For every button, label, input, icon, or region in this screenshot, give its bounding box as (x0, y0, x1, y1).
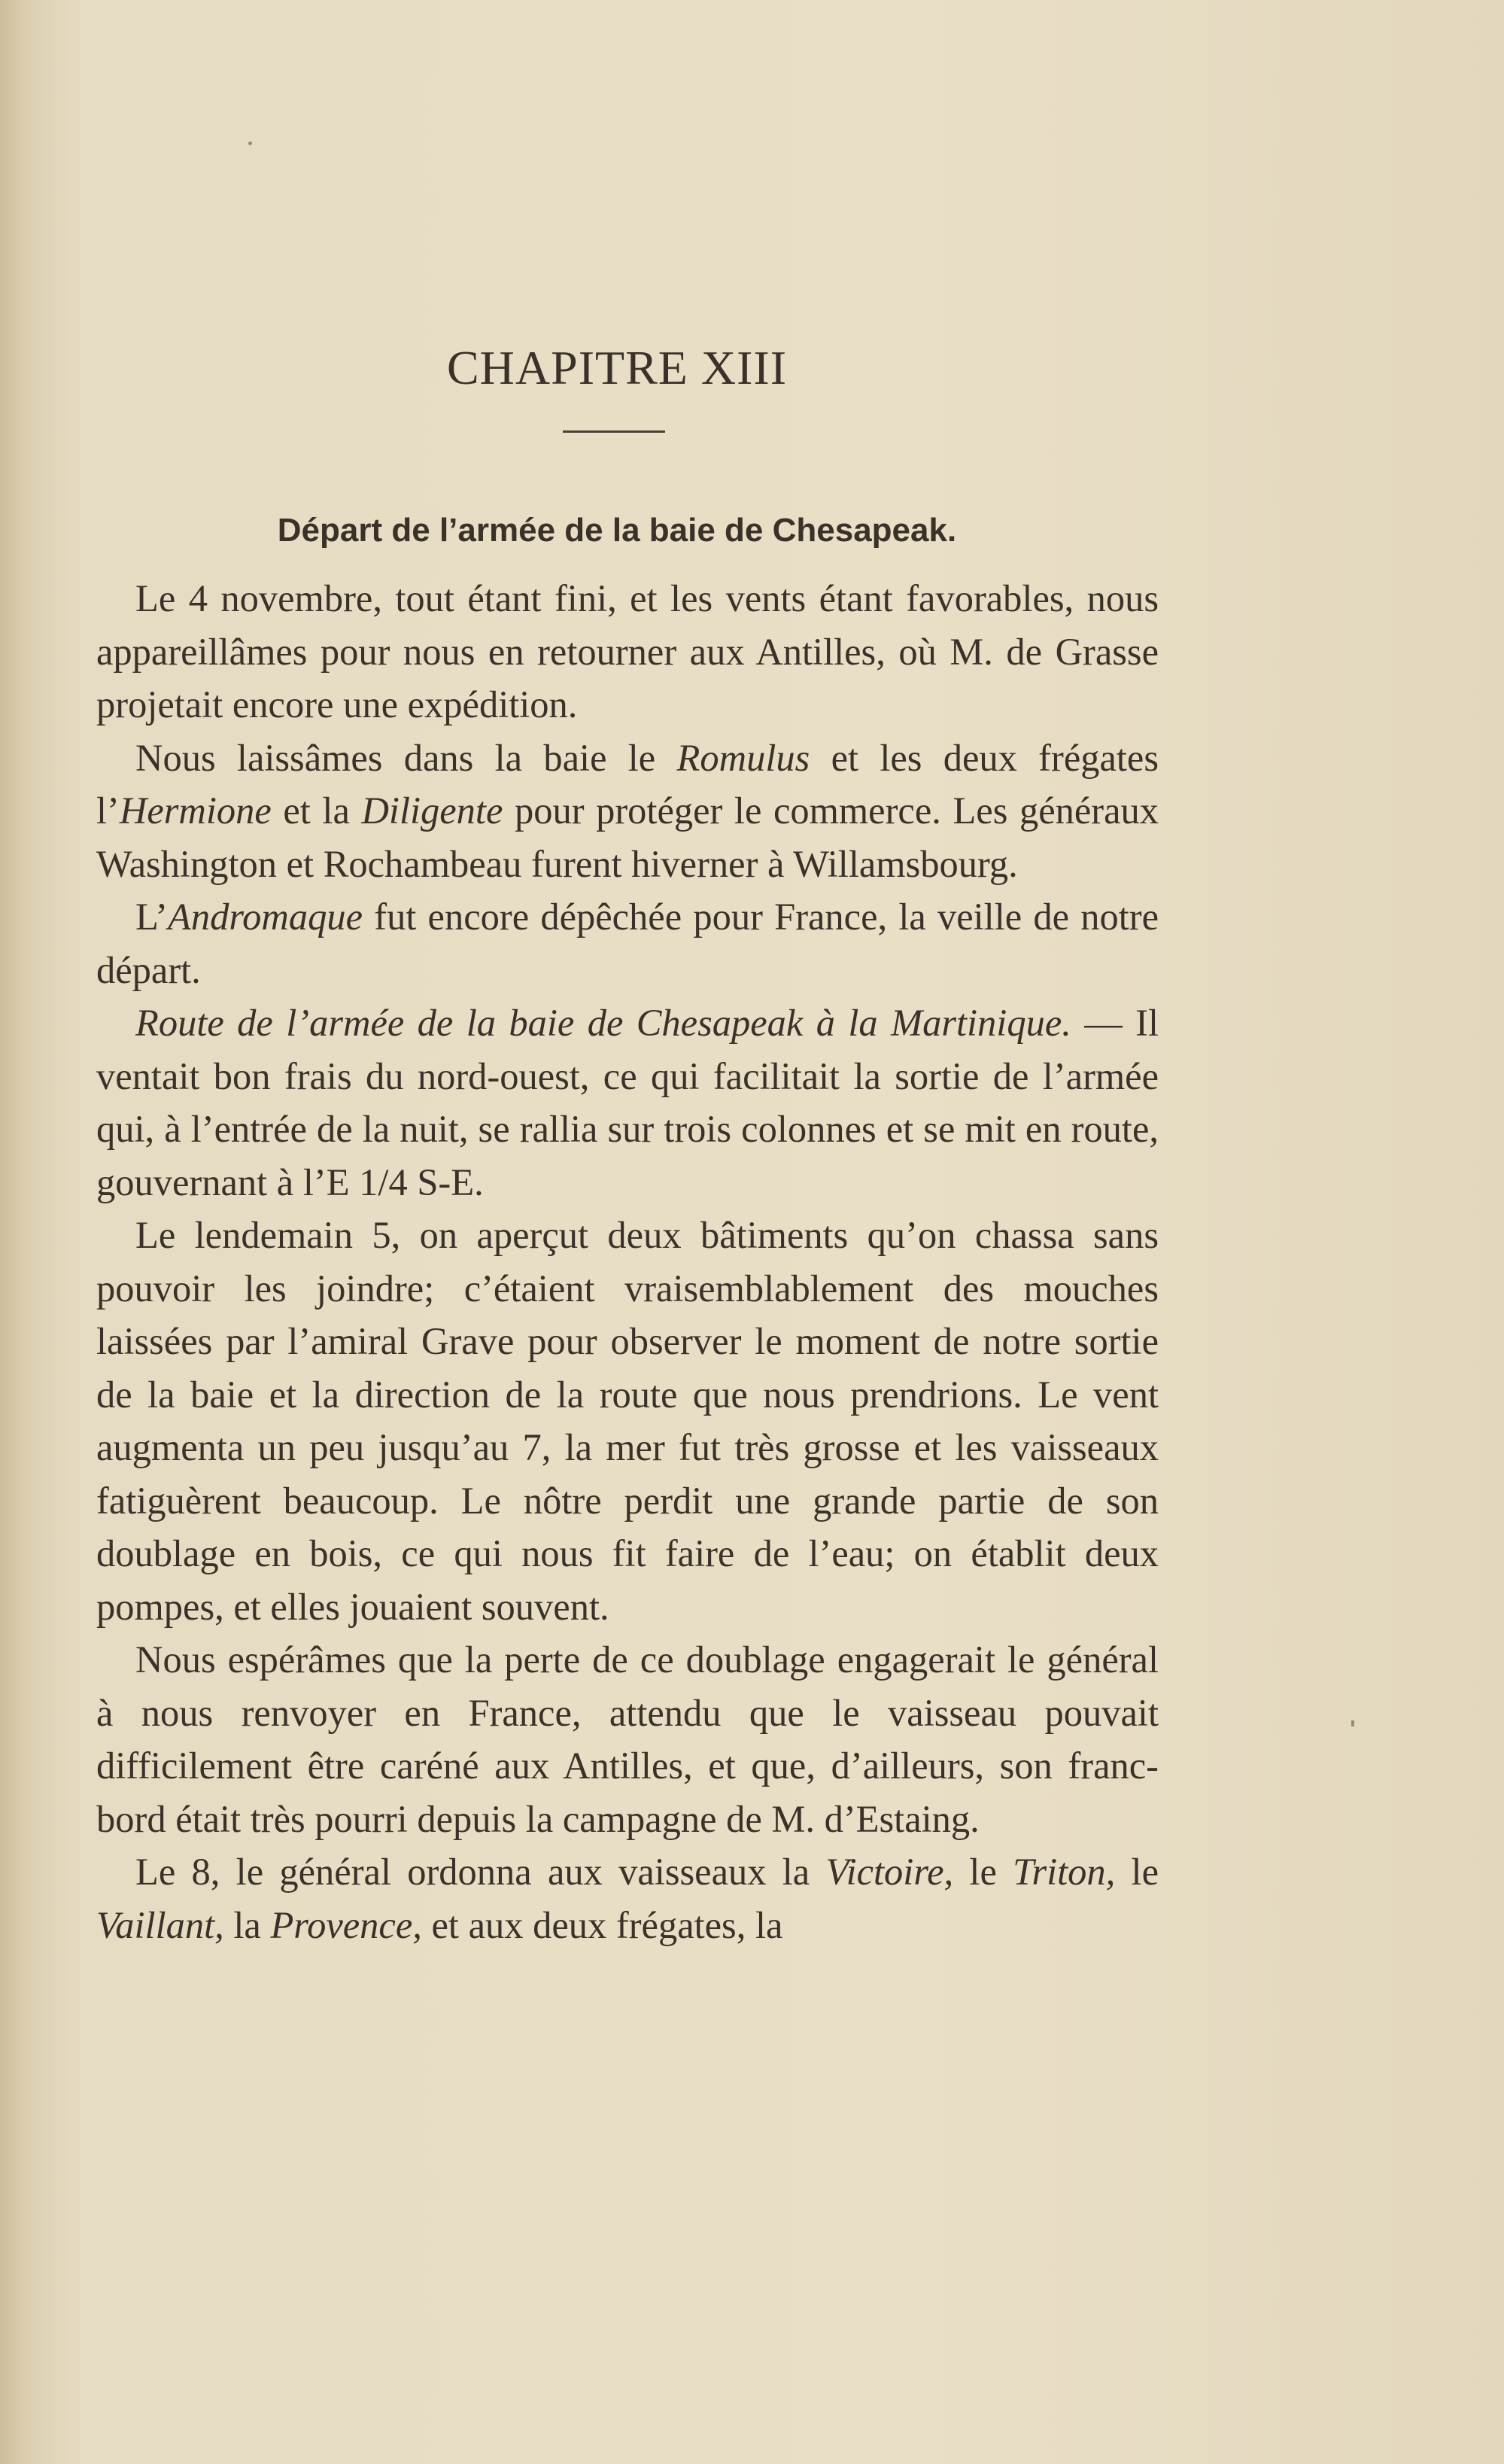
chapter-title: CHAPITRE XIII (446, 341, 788, 394)
ship-name: Triton, (1013, 1851, 1116, 1893)
ship-name: Provence, (270, 1903, 422, 1946)
ship-name: Andromaque (168, 896, 363, 938)
section-heading: Départ de l’armée de la baie de Chesapeak. (277, 512, 957, 549)
paper-speck (1351, 1720, 1354, 1726)
paragraph: L’Andromaque fut encore dépêchée pour France, la veille de notre départ. (96, 896, 1159, 991)
ship-name: Diligente (361, 789, 503, 832)
paragraph: Nous espérâmes que la perte de ce doublage engagerait le général à nous renvoyer en France, attendu que le vaisseau pouvait difficilement être caréné aux Antilles, et que, d’ailleurs, son franc-bord était très pourri depuis la campagne de M. d’Estaing. (96, 1638, 1159, 1840)
route-subheading: Route de l’armée de la baie de Chesapeak à la Martinique. (135, 1002, 1071, 1044)
paragraph: Le 4 novembre, tout étant fini, et les vents étant favorables, nous appareillâmes pour nous en retourner aux Antilles, où M. de Grasse projetait encore une expédition. (96, 577, 1159, 726)
paragraph: Route de l’armée de la baie de Chesapeak à la Martinique. — Il ventait bon frais du nord-ouest, ce qui facilitait la sortie de l’armée qui, à l’entrée de la nuit, se rallia sur trois colonnes et se mit en route, gouvernant à l’E 1/4 S-E. (96, 1002, 1159, 1203)
paper-speck (248, 141, 252, 145)
paragraph: Le lendemain 5, on aperçut deux bâtiments qu’on chassa sans pouvoir les joindre; c’étaient vraisemblablement des mouches laissées par l’amiral Grave pour observer le moment de notre sortie de la baie et la direction de la route que nous prendrions. Le vent augmenta un peu jusqu’au 7, la mer fut très grosse et les vaisseaux fatiguèrent beaucoup. Le nôtre perdit une grande partie de son doublage en bois, ce qui nous fit faire de l’eau; on établit deux pompes, et elles jouaient souvent. (96, 1214, 1159, 1628)
ship-name: Vaillant, (96, 1903, 224, 1946)
ship-name: Hermione (119, 789, 272, 832)
body-text (96, 572, 1159, 1951)
paragraph: Le 8, le général ordonna aux vaisseaux la Victoire, le Triton, le Vaillant, la Provence, et aux deux frégates, la (96, 1851, 1159, 1946)
paragraph: Nous laissâmes dans la baie le Romulus et les deux frégates l’Hermione et la Diligente pour protéger le commerce. Les généraux Washington et Rochambeau furent hiverner à Willamsbourg. (96, 736, 1159, 885)
title-rule (563, 430, 665, 433)
ship-name: Romulus (676, 736, 810, 779)
ship-name: Victoire, (825, 1851, 954, 1893)
